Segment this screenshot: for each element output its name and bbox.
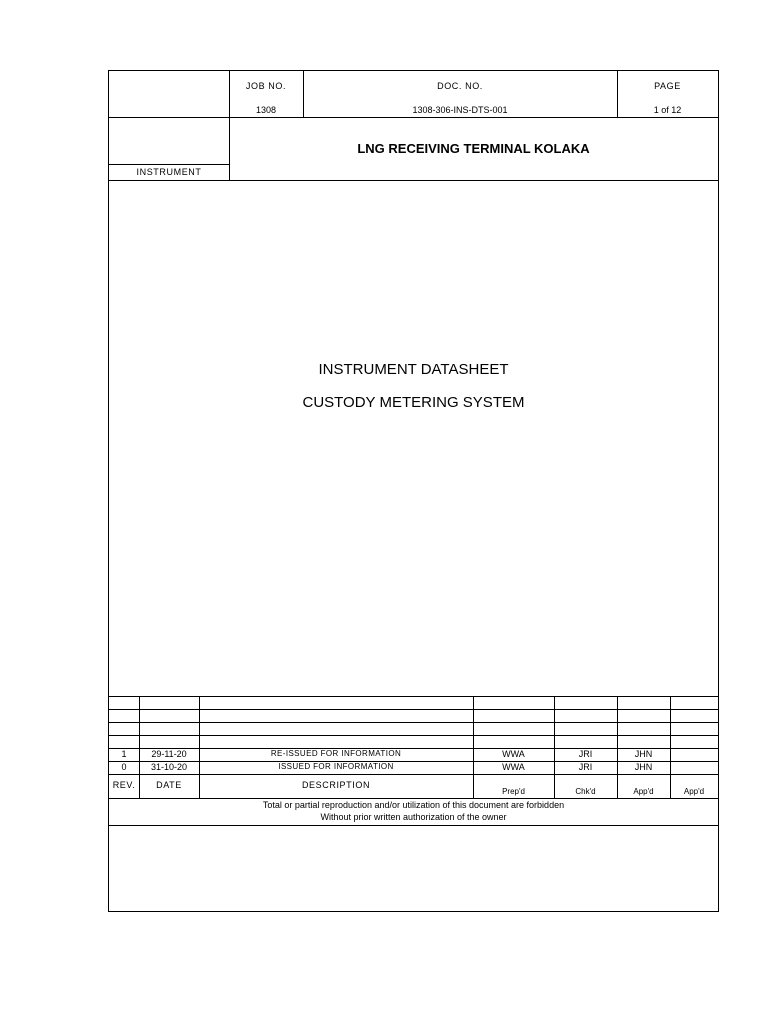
doc-no-value: 1308-306-INS-DTS-001 [412, 105, 508, 115]
notice-line-2: Without prior written authorization of the owner [320, 812, 507, 822]
header-bottom-line [109, 117, 718, 118]
job-no-label: JOB NO. [245, 81, 287, 91]
rev-header-appd: App'd [633, 787, 654, 796]
rev-0-description: ISSUED FOR INFORMATION [278, 762, 394, 771]
rev-header-chkd: Chk'd [575, 787, 596, 796]
rev-0-date: 31-10-20 [150, 762, 188, 772]
notice-line-1: Total or partial reproduction and/or utilization of this document are forbidden [262, 800, 565, 810]
rev-col-6 [670, 696, 671, 798]
rev-header-appd-2: App'd [683, 787, 705, 796]
rev-0-number: 0 [121, 762, 127, 772]
rev-col-5 [617, 696, 618, 798]
rev-1-description: RE-ISSUED FOR INFORMATION [270, 749, 402, 758]
discipline-top-line [109, 164, 229, 165]
rev-0-prepd: WWA [502, 762, 525, 772]
document-title: INSTRUMENT DATASHEET [318, 361, 509, 378]
rev-header-prepd: Prep'd [502, 787, 525, 796]
rev-line-8 [109, 798, 718, 799]
doc-no-label: DOC. NO. [437, 81, 483, 91]
job-no-value: 1308 [255, 105, 277, 115]
rev-line-7 [109, 774, 718, 775]
rev-line-2 [109, 709, 718, 710]
rev-1-prepd: WWA [502, 749, 525, 759]
rev-col-4 [554, 696, 555, 798]
rev-line-1 [109, 696, 718, 697]
page-label: PAGE [654, 81, 681, 91]
rev-0-appd: JHN [634, 762, 653, 772]
rev-1-date: 29-11-20 [151, 749, 187, 759]
rev-1-appd: JHN [634, 749, 653, 759]
page-value: 1 of 12 [653, 105, 682, 115]
document-subtitle: CUSTODY METERING SYSTEM [302, 394, 525, 411]
rev-col-3 [473, 696, 474, 798]
rev-0-chkd: JRI [578, 762, 593, 772]
notice-bottom-line [109, 825, 718, 826]
project-title: LNG RECEIVING TERMINAL KOLAKA [357, 141, 590, 156]
rev-header-rev: REV. [112, 780, 136, 790]
discipline-label: INSTRUMENT [136, 167, 202, 177]
rev-1-number: 1 [121, 749, 127, 759]
title-block-bottom-line [109, 180, 718, 181]
rev-header-date: DATE [156, 780, 182, 790]
datasheet-frame [108, 70, 719, 912]
rev-1-chkd: JRI [578, 749, 593, 759]
rev-line-3 [109, 722, 718, 723]
rev-line-4 [109, 735, 718, 736]
rev-header-description: DESCRIPTION [301, 780, 371, 790]
